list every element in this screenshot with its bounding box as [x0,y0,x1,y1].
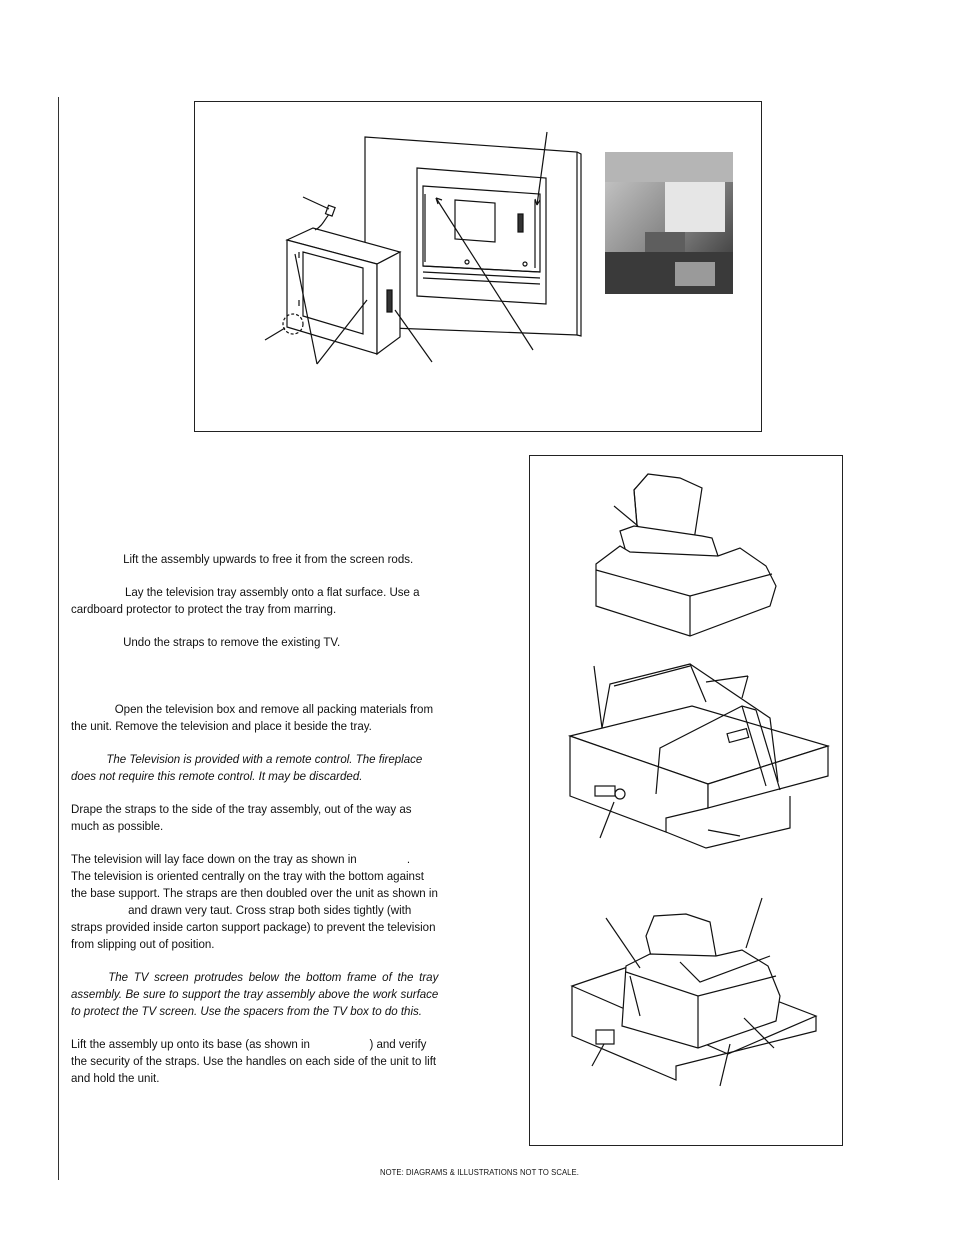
caution-tv-screen [71,969,438,1020]
step-lay-television [71,851,438,953]
step-lift-base-text-a: Lift the assembly up onto its base (as shown in [71,1037,310,1051]
step-lay-tv-text-c: The television is oriented centrally on the tray with the bottom against the base support. The straps are then doubled over the unit as shown in [71,869,438,900]
note-remote-control-text: The Television is provided with a remote control. The fireplace does not require this remote control. It may be discarded. [71,752,423,783]
figure-tray-removal [194,101,762,432]
step-drape-straps [71,801,438,835]
step-lay-tv-text-d: and drawn very taut. Cross strap both sides tightly (with straps provided inside carton support package) to prevent the television from slipping out of position. [71,903,436,951]
step-lay-tv-text-a: The television will lay face down on the tray as shown in [71,852,357,866]
step-open-box [71,701,438,735]
caution-tv-screen-text: The TV screen protrudes below the bottom frame of the tray assembly. Be sure to support the tray assembly above the work surface to protect the TV screen. Use the spacers from the TV box to do this. [71,970,439,1018]
step-lay-tray-text: Lay the television tray assembly onto a flat surface. Use a cardboard protector to protect the tray from marring. [71,585,420,616]
step-lift-assembly [71,551,438,568]
step-undo-straps-text: Undo the straps to remove the existing TV. [123,635,341,649]
step-open-box-text: Open the television box and remove all packing materials from the unit. Remove the television and place it beside the tray. [71,702,434,733]
note-remote-control [71,751,438,785]
step-lift-onto-base [71,1036,438,1087]
figure-tv-tray-stages [529,455,843,1146]
step-lift-assembly-text: Lift the assembly upwards to free it from the screen rods. [123,552,414,566]
step-lay-tv-text-b: . [406,852,411,866]
step-drape-straps-text: Drape the straps to the side of the tray assembly, out of the way as much as possible. [71,802,412,833]
footnote: NOTE: DIAGRAMS & ILLUSTRATIONS NOT TO SCALE. [380,1167,579,1177]
tray-detail-photo [605,152,733,294]
step-lay-tray [71,584,438,618]
page-margin-rule [58,97,59,1180]
step-undo-straps [71,634,438,651]
tv-tray-stages-diagram [530,456,844,1147]
step-lift-base-text-b: ) and verify the security of the straps. Use the handles on each side of the unit to lift and hold the unit. [71,1037,437,1085]
